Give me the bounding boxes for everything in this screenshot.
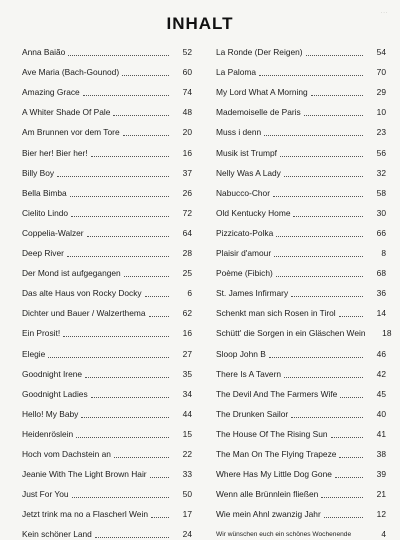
dot-leader (151, 517, 169, 518)
dot-leader (311, 95, 363, 96)
song-title: Bier her! Bier her! (22, 147, 88, 158)
page-number: 41 (376, 428, 386, 439)
dot-leader (91, 156, 169, 157)
song-title: Ein Prosit! (22, 328, 61, 339)
song-title: Wie mein Ahnl zwanzig Jahr (216, 509, 321, 520)
song-title: Hello! My Baby (22, 408, 79, 419)
list-item (22, 159, 192, 179)
list-item (22, 78, 192, 98)
song-title: Jeanie With The Light Brown Hair (22, 469, 147, 480)
list-item (216, 279, 386, 299)
song-title: Bella Bimba (22, 187, 67, 198)
list-item (22, 319, 192, 339)
list-item (22, 360, 192, 380)
dot-leader (70, 196, 169, 197)
song-title: Sloop John B (216, 348, 266, 359)
page-number: 74 (182, 87, 192, 98)
song-title: Mademoiselle de Paris (216, 107, 301, 118)
song-title: The Drunken Sailor (216, 408, 289, 419)
dot-leader (276, 236, 363, 237)
page-number: 25 (182, 268, 192, 279)
list-item (216, 520, 386, 540)
dot-leader (280, 156, 363, 157)
song-title: Deep River (22, 248, 64, 259)
page-number: 10 (376, 107, 386, 118)
page-number: 16 (182, 328, 192, 339)
page-number: 52 (182, 47, 192, 58)
page-number: 48 (182, 107, 192, 118)
dot-leader (68, 55, 169, 56)
dot-leader (331, 437, 363, 438)
list-item (216, 38, 386, 58)
list-item (22, 259, 192, 279)
page-number: 33 (182, 469, 192, 480)
list-item (22, 98, 192, 118)
song-title: Anna Baião (22, 47, 66, 58)
dot-leader (114, 457, 169, 458)
song-title: The House Of The Rising Sun (216, 428, 328, 439)
list-item (22, 339, 192, 359)
list-item (22, 219, 192, 239)
list-item (216, 440, 386, 460)
song-title: Jetzt trink ma no a Flascherl Wein (22, 509, 148, 520)
page-number: 42 (376, 368, 386, 379)
list-item (22, 500, 192, 520)
dot-leader (293, 216, 363, 217)
list-item (216, 259, 386, 279)
list-item (216, 420, 386, 440)
list-item (22, 460, 192, 480)
page-number: 29 (376, 87, 386, 98)
page-number: 35 (182, 368, 192, 379)
page-number: 32 (376, 167, 386, 178)
song-title: Ave Maria (Bach-Gounod) (22, 67, 120, 78)
dot-leader (259, 75, 363, 76)
song-title: Heidenröslein (22, 428, 74, 439)
list-item (22, 279, 192, 299)
song-title: Nabucco-Chor (216, 187, 270, 198)
dot-leader (274, 256, 363, 257)
dot-leader (321, 497, 363, 498)
song-title: Schütt' die Sorgen in ein Gläschen Wein (216, 328, 366, 339)
list-item (216, 159, 386, 179)
list-item (22, 179, 192, 199)
list-item (216, 380, 386, 400)
list-item (22, 38, 192, 58)
list-item (22, 400, 192, 420)
song-title: Poème (Fibich) (216, 268, 273, 279)
dot-leader (284, 176, 363, 177)
list-item (216, 118, 386, 138)
page-number: 6 (187, 288, 192, 299)
page-number: 40 (376, 408, 386, 419)
list-item (22, 239, 192, 259)
list-item (216, 58, 386, 78)
page-number: 58 (376, 187, 386, 198)
song-title: Kein schöner Land (22, 529, 92, 540)
song-title: Goodnight Ladies (22, 388, 88, 399)
list-item (22, 420, 192, 440)
list-item (22, 299, 192, 319)
list-item (216, 360, 386, 380)
page-number: 68 (376, 268, 386, 279)
song-title: Old Kentucky Home (216, 207, 291, 218)
list-item (216, 219, 386, 239)
page-number: 72 (182, 207, 192, 218)
left-column (22, 38, 192, 540)
dot-leader (123, 135, 169, 136)
page-number: 66 (376, 227, 386, 238)
song-title: La Ronde (Der Reigen) (216, 47, 303, 58)
list-item (216, 480, 386, 500)
list-item (216, 179, 386, 199)
song-title: Billy Boy (22, 167, 55, 178)
dot-leader (91, 397, 169, 398)
page-number: 46 (376, 348, 386, 359)
dot-leader (150, 477, 169, 478)
song-title: Musik ist Trumpf (216, 147, 277, 158)
list-item (22, 440, 192, 460)
page-number: 12 (376, 509, 386, 520)
page-number: 64 (182, 227, 192, 238)
page-number: 37 (182, 167, 192, 178)
dot-leader (76, 437, 169, 438)
page-number: 18 (382, 328, 392, 339)
list-item (22, 380, 192, 400)
dot-leader (354, 537, 363, 538)
list-item (22, 118, 192, 138)
dot-leader (284, 377, 363, 378)
page-number: 38 (376, 448, 386, 459)
dot-leader (63, 336, 169, 337)
song-title: Cielito Lindo (22, 207, 69, 218)
song-title: There Is A Tavern (216, 368, 282, 379)
dot-leader (324, 517, 363, 518)
song-title: Am Brunnen vor dem Tore (22, 127, 120, 138)
dot-leader (339, 316, 363, 317)
page-number: 62 (182, 308, 192, 319)
list-item (216, 199, 386, 219)
song-title: Das alte Haus von Rocky Docky (22, 288, 142, 299)
list-item (216, 299, 386, 319)
dot-leader (340, 397, 363, 398)
page-number: 15 (182, 428, 192, 439)
page-number: 50 (182, 489, 192, 500)
song-title: Schenkt man sich Rosen in Tirol (216, 308, 336, 319)
page-number: 30 (376, 207, 386, 218)
song-title: Muss i denn (216, 127, 262, 138)
song-title: Wenn alle Brünnlein fließen (216, 489, 319, 500)
list-item (216, 319, 392, 339)
song-title: Hoch vom Dachstein an (22, 448, 111, 459)
dot-leader (72, 497, 169, 498)
song-title: Just For You (22, 489, 69, 500)
dot-leader (145, 296, 169, 297)
dot-leader (276, 276, 363, 277)
list-item (216, 239, 386, 259)
page-number: 21 (376, 489, 386, 500)
page-number: 70 (376, 67, 386, 78)
song-title: Amazing Grace (22, 87, 80, 98)
dot-leader (264, 135, 363, 136)
song-title: La Paloma (216, 67, 257, 78)
list-item (216, 460, 386, 480)
dot-leader (71, 216, 169, 217)
list-item (22, 199, 192, 219)
list-item (22, 480, 192, 500)
page-number: 44 (182, 408, 192, 419)
list-item (22, 58, 192, 78)
song-title: Nelly Was A Lady (216, 167, 281, 178)
list-item (216, 98, 386, 118)
page-number: 39 (376, 469, 386, 480)
page-number: 14 (376, 308, 386, 319)
song-title: The Devil And The Farmers Wife (216, 388, 338, 399)
list-item (216, 500, 386, 520)
page-title: INHALT (166, 14, 234, 33)
dot-leader (122, 75, 169, 76)
dot-leader (291, 417, 363, 418)
list-item (216, 400, 386, 420)
song-title: Dichter und Bauer / Walzerthema (22, 308, 146, 319)
page-number: 23 (376, 127, 386, 138)
list-item (22, 520, 192, 540)
song-title: Goodnight Irene (22, 368, 83, 379)
page-number: 28 (182, 248, 192, 259)
list-item (216, 138, 386, 158)
song-title: Pizzicato-Polka (216, 227, 274, 238)
dot-leader (85, 377, 169, 378)
song-title: The Man On The Flying Trapeze (216, 448, 337, 459)
song-title: Plaisir d'amour (216, 248, 272, 259)
page-number: 20 (182, 127, 192, 138)
song-title: Der Mond ist aufgegangen (22, 268, 121, 279)
dot-leader (304, 115, 363, 116)
faint-header-text: ... (380, 8, 388, 15)
dot-leader (306, 55, 363, 56)
page-number: 16 (182, 147, 192, 158)
page-number: 26 (182, 187, 192, 198)
dot-leader (149, 316, 169, 317)
song-title: My Lord What A Morning (216, 87, 308, 98)
page-number: 34 (182, 388, 192, 399)
dot-leader (273, 196, 363, 197)
dot-leader (339, 457, 363, 458)
song-title: Where Has My Little Dog Gone (216, 469, 332, 480)
page-number: 45 (376, 388, 386, 399)
list-item (22, 138, 192, 158)
list-item (216, 78, 386, 98)
page-number: 22 (182, 448, 192, 459)
page-number: 17 (182, 509, 192, 520)
list-item (216, 339, 386, 359)
page-number: 24 (182, 529, 192, 540)
dot-leader (87, 236, 169, 237)
page-number: 4 (381, 529, 386, 540)
page-number: 36 (376, 288, 386, 299)
dot-leader (113, 115, 169, 116)
page-number: 8 (381, 248, 386, 259)
dot-leader (57, 176, 169, 177)
dot-leader (95, 537, 169, 538)
song-title: A Whiter Shade Of Pale (22, 107, 111, 118)
dot-leader (124, 276, 169, 277)
dot-leader (81, 417, 169, 418)
page-number: 60 (182, 67, 192, 78)
right-column (216, 38, 392, 540)
page-number: 54 (376, 47, 386, 58)
dot-leader (335, 477, 363, 478)
dot-leader (269, 357, 363, 358)
page-number: 56 (376, 147, 386, 158)
song-title: Coppelia-Walzer (22, 227, 84, 238)
dot-leader (291, 296, 363, 297)
song-title: Wir wünschen euch ein schönes Wochenende (216, 531, 352, 539)
page-number: 27 (182, 348, 192, 359)
song-title: Elegie (22, 348, 46, 359)
dot-leader (48, 357, 169, 358)
dot-leader (83, 95, 169, 96)
song-title: St. James Infirmary (216, 288, 289, 299)
dot-leader (67, 256, 169, 257)
